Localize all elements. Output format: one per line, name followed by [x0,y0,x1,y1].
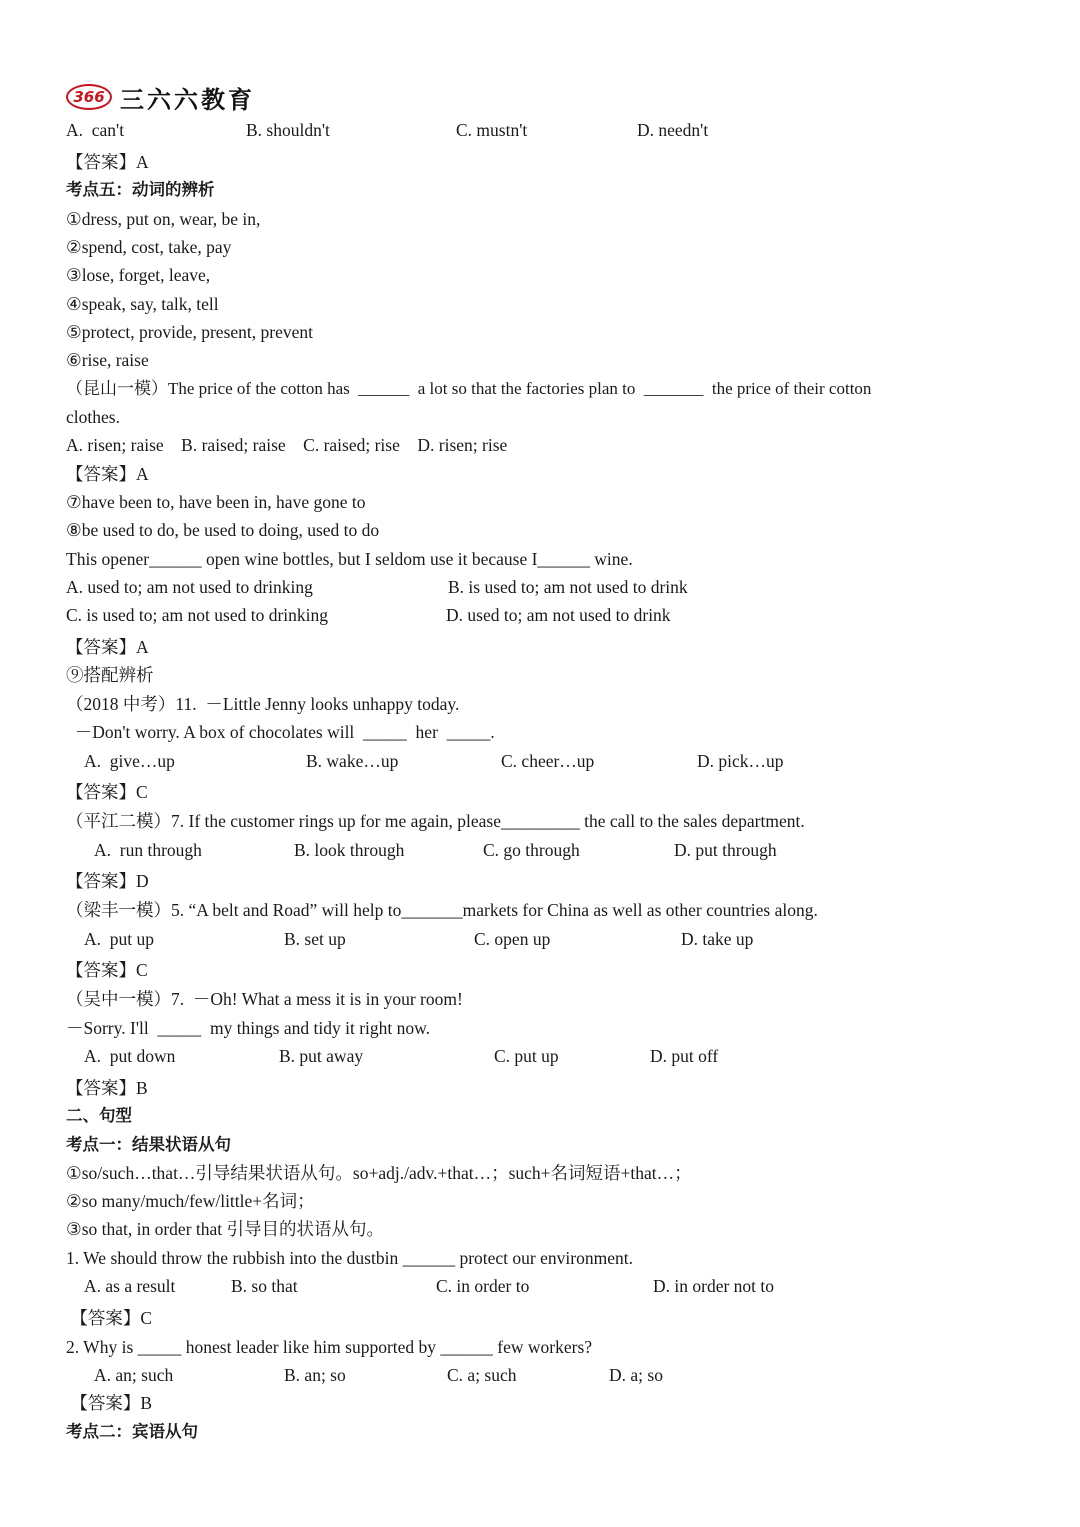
logo-text: 三六六教育 [120,85,255,114]
section-heading: 考点二：宾语从句 [66,1422,198,1441]
answer-line: 【答案】B [66,1078,148,1098]
option-d: D. used to; am not used to drink [446,605,671,625]
option-a: A. can't [66,120,125,140]
option-d: D. needn't [637,120,709,140]
section-heading: 二、句型 [66,1106,132,1125]
option-b: B. an; so [284,1365,346,1385]
option-b: B. is used to; am not used to drink [448,577,688,597]
option-b: B. look through [294,840,405,860]
answer-line: 【答案】A [66,152,149,172]
question-text: clothes. [66,407,120,427]
option-c: C. put up [494,1046,559,1066]
option-b: B. set up [284,929,346,949]
option-d: D. a; so [609,1365,663,1385]
question-text: This opener______ open wine bottles, but I seldom use it because I______ wine. [66,549,633,569]
option-b: B. wake…up [306,751,399,771]
answer-line: 【答案】A [66,464,149,484]
section-heading: 考点一：结果状语从句 [66,1135,231,1154]
question-text: （吴中一模）7. －Oh! What a mess it is in your room! [66,989,463,1009]
list-item: ③so that, in order that 引导目的状语从句。 [66,1219,385,1239]
list-item: ⑧be used to do, be used to doing, used to do [66,520,380,540]
answer-line: 【答案】C [66,960,148,980]
question-text: －Don't worry. A box of chocolates will _____ her _____. [66,722,495,742]
section-heading: 考点五：动词的辨析 [66,180,215,199]
option-d: D. pick…up [697,751,784,771]
list-item: ⑨搭配辨析 [66,665,154,685]
option-a: A. put down [84,1046,176,1066]
option-d: D. in order not to [653,1276,775,1296]
option-c: C. is used to; am not used to drinking [66,605,329,625]
option-d: D. put off [650,1046,719,1066]
list-item: ⑤protect, provide, present, prevent [66,322,313,342]
list-item: ③lose, forget, leave, [66,265,211,285]
option-d: D. put through [674,840,777,860]
question-text: －Sorry. I'll _____ my things and tidy it right now. [66,1018,430,1038]
list-item: ①so/such…that…引导结果状语从句。so+adj./adv.+that…；such+名词短语+that…； [66,1163,692,1183]
answer-line: 【答案】C [66,782,148,802]
option-c: C. mustn't [456,120,528,140]
option-c: C. a; such [447,1365,517,1385]
list-item: ①dress, put on, wear, be in, [66,209,261,229]
answer-line: 【答案】C [66,1308,153,1328]
question-text: 1. We should throw the rubbish into the dustbin ______ protect our environment. [66,1248,633,1268]
list-item: ⑦have been to, have been in, have gone to [66,492,366,512]
option-c: C. cheer…up [501,751,595,771]
answer-line: 【答案】D [66,871,149,891]
list-item: ②spend, cost, take, pay [66,237,232,257]
option-b: B. put away [279,1046,364,1066]
option-a: A. used to; am not used to drinking [66,577,313,597]
option-a: A. as a result [84,1276,176,1296]
option-a: A. run through [94,840,202,860]
question-options: A. risen; raise B. raised; raise C. raised; rise D. risen; rise [66,435,508,455]
logo-icon: 366 [66,84,112,110]
option-a: A. put up [84,929,154,949]
option-c: C. go through [483,840,580,860]
list-item: ④speak, say, talk, tell [66,294,219,314]
question-text: （2018 中考）11. －Little Jenny looks unhappy today. [66,694,460,714]
answer-line: 【答案】A [66,637,149,657]
list-item: ⑥rise, raise [66,350,149,370]
option-c: C. open up [474,929,551,949]
question-text: （梁丰一模）5. “A belt and Road” will help to_______markets for China as well as other countries along. [66,900,818,920]
question-text: 2. Why is _____ honest leader like him supported by ______ few workers? [66,1337,593,1357]
answer-line: 【答案】B [66,1393,153,1413]
option-a: A. an; such [94,1365,174,1385]
list-item: ②so many/much/few/little+名词； [66,1191,315,1211]
question-text: （昆山一模）The price of the cotton has ______ a lot so that the factories plan to _______ the price of their cotton [66,379,872,398]
brand-logo [66,80,255,114]
option-c: C. in order to [436,1276,530,1296]
question-text: （平江二模）7. If the customer rings up for me again, please_________ the call to the sales department. [66,811,805,831]
option-d: D. take up [681,929,754,949]
option-b: B. so that [231,1276,298,1296]
option-a: A. give…up [84,751,175,771]
option-b: B. shouldn't [246,120,330,140]
